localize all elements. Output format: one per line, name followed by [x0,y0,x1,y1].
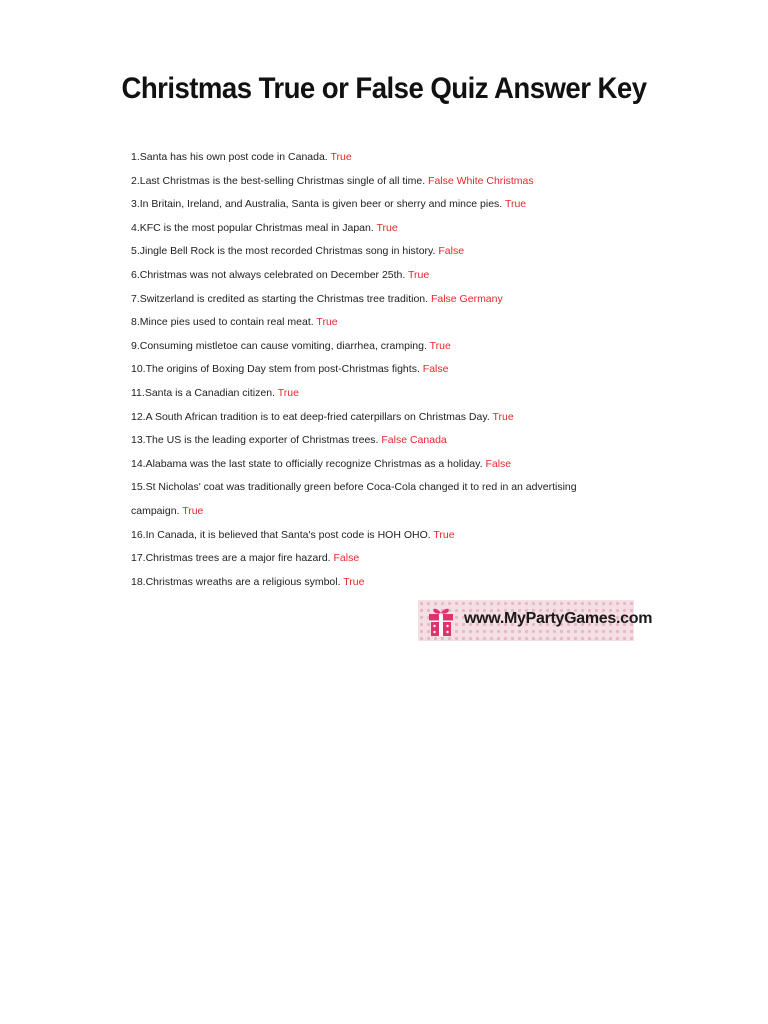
question-text: 3.In Britain, Ireland, and Australia, Santa is given beer or sherry and mince pies. [131,198,505,211]
site-logo[interactable] [418,600,653,641]
quiz-item [131,453,651,477]
quiz-item [131,406,651,430]
quiz-item [131,193,651,217]
question-text: 18.Christmas wreaths are a religious symbol. [131,575,344,588]
answer-text: False Germany [430,292,503,305]
question-text: 2.Last Christmas is the best-selling Christmas single of all time. [131,174,429,187]
question-text: 10.The origins of Boxing Day stem from post-Christmas fights. [131,363,423,376]
quiz-item [131,170,651,194]
gift-icon [426,605,456,637]
answer-text: False [438,245,465,258]
answer-text: True [433,528,455,541]
question-text: 12.A South African tradition is to eat deep-fried caterpillars on Christmas Day. [131,410,493,423]
answer-text: False [422,363,449,376]
quiz-item [131,524,651,548]
answer-text: False [333,552,360,565]
answer-text: True [504,198,527,211]
quiz-item [131,288,651,312]
quiz-item [131,476,651,523]
quiz-item [131,311,651,335]
quiz-item [131,217,651,241]
answer-text: True [376,221,398,234]
question-text: 16.In Canada, it is believed that Santa's post code is HOH OHO. [131,528,434,541]
question-text: 11.Santa is a Canadian citizen. [131,386,278,399]
logo-text: www.MyPartyGames.com [464,610,653,627]
question-text: 14.Alabama was the last state to officially recognize Christmas as a holiday. [131,457,486,470]
question-text: 4.KFC is the most popular Christmas meal in Japan. [131,221,377,234]
question-text: 9.Consuming mistletoe can cause vomiting, diarrhea, cramping. [131,339,430,352]
answer-text: True [277,386,299,399]
page-title: Christmas True or False Quiz Answer Key [121,72,647,105]
answer-text: True [182,504,204,517]
question-text: 13.The US is the leading exporter of Christmas trees. [131,434,382,447]
answer-text: False Canada [381,434,447,447]
question-text: 8.Mince pies used to contain real meat. [131,316,317,329]
quiz-item [131,571,651,595]
question-text: 5.Jingle Bell Rock is the most recorded Christmas song in history. [131,245,439,258]
answer-text: True [492,410,514,423]
quiz-item [131,429,651,453]
quiz-item [131,146,651,170]
answer-text: True [330,151,352,163]
question-text: 7.Switzerland is credited as starting the Christmas tree tradition. [131,292,431,305]
question-text: 15.St Nicholas' coat was traditionally green before Coca-Cola changed it to red in an advertising campaign. [131,481,577,517]
question-block [131,476,601,523]
answer-text: False White Christmas [428,174,534,187]
quiz-item [131,264,651,288]
quiz-item [131,240,651,264]
answer-text: True [429,339,451,352]
answer-text: True [316,316,338,329]
quiz-item [131,335,651,359]
answer-text: True [343,575,365,588]
quiz-item [131,382,651,406]
question-text: 1.Santa has his own post code in Canada. [131,151,331,163]
answer-text: False [485,457,512,470]
quiz-item [131,547,651,571]
quiz-item [131,358,651,382]
quiz-list [131,146,651,594]
answer-text: True [408,268,430,281]
question-text: 6.Christmas was not always celebrated on December 25th. [131,268,409,281]
question-text: 17.Christmas trees are a major fire hazard. [131,552,334,565]
